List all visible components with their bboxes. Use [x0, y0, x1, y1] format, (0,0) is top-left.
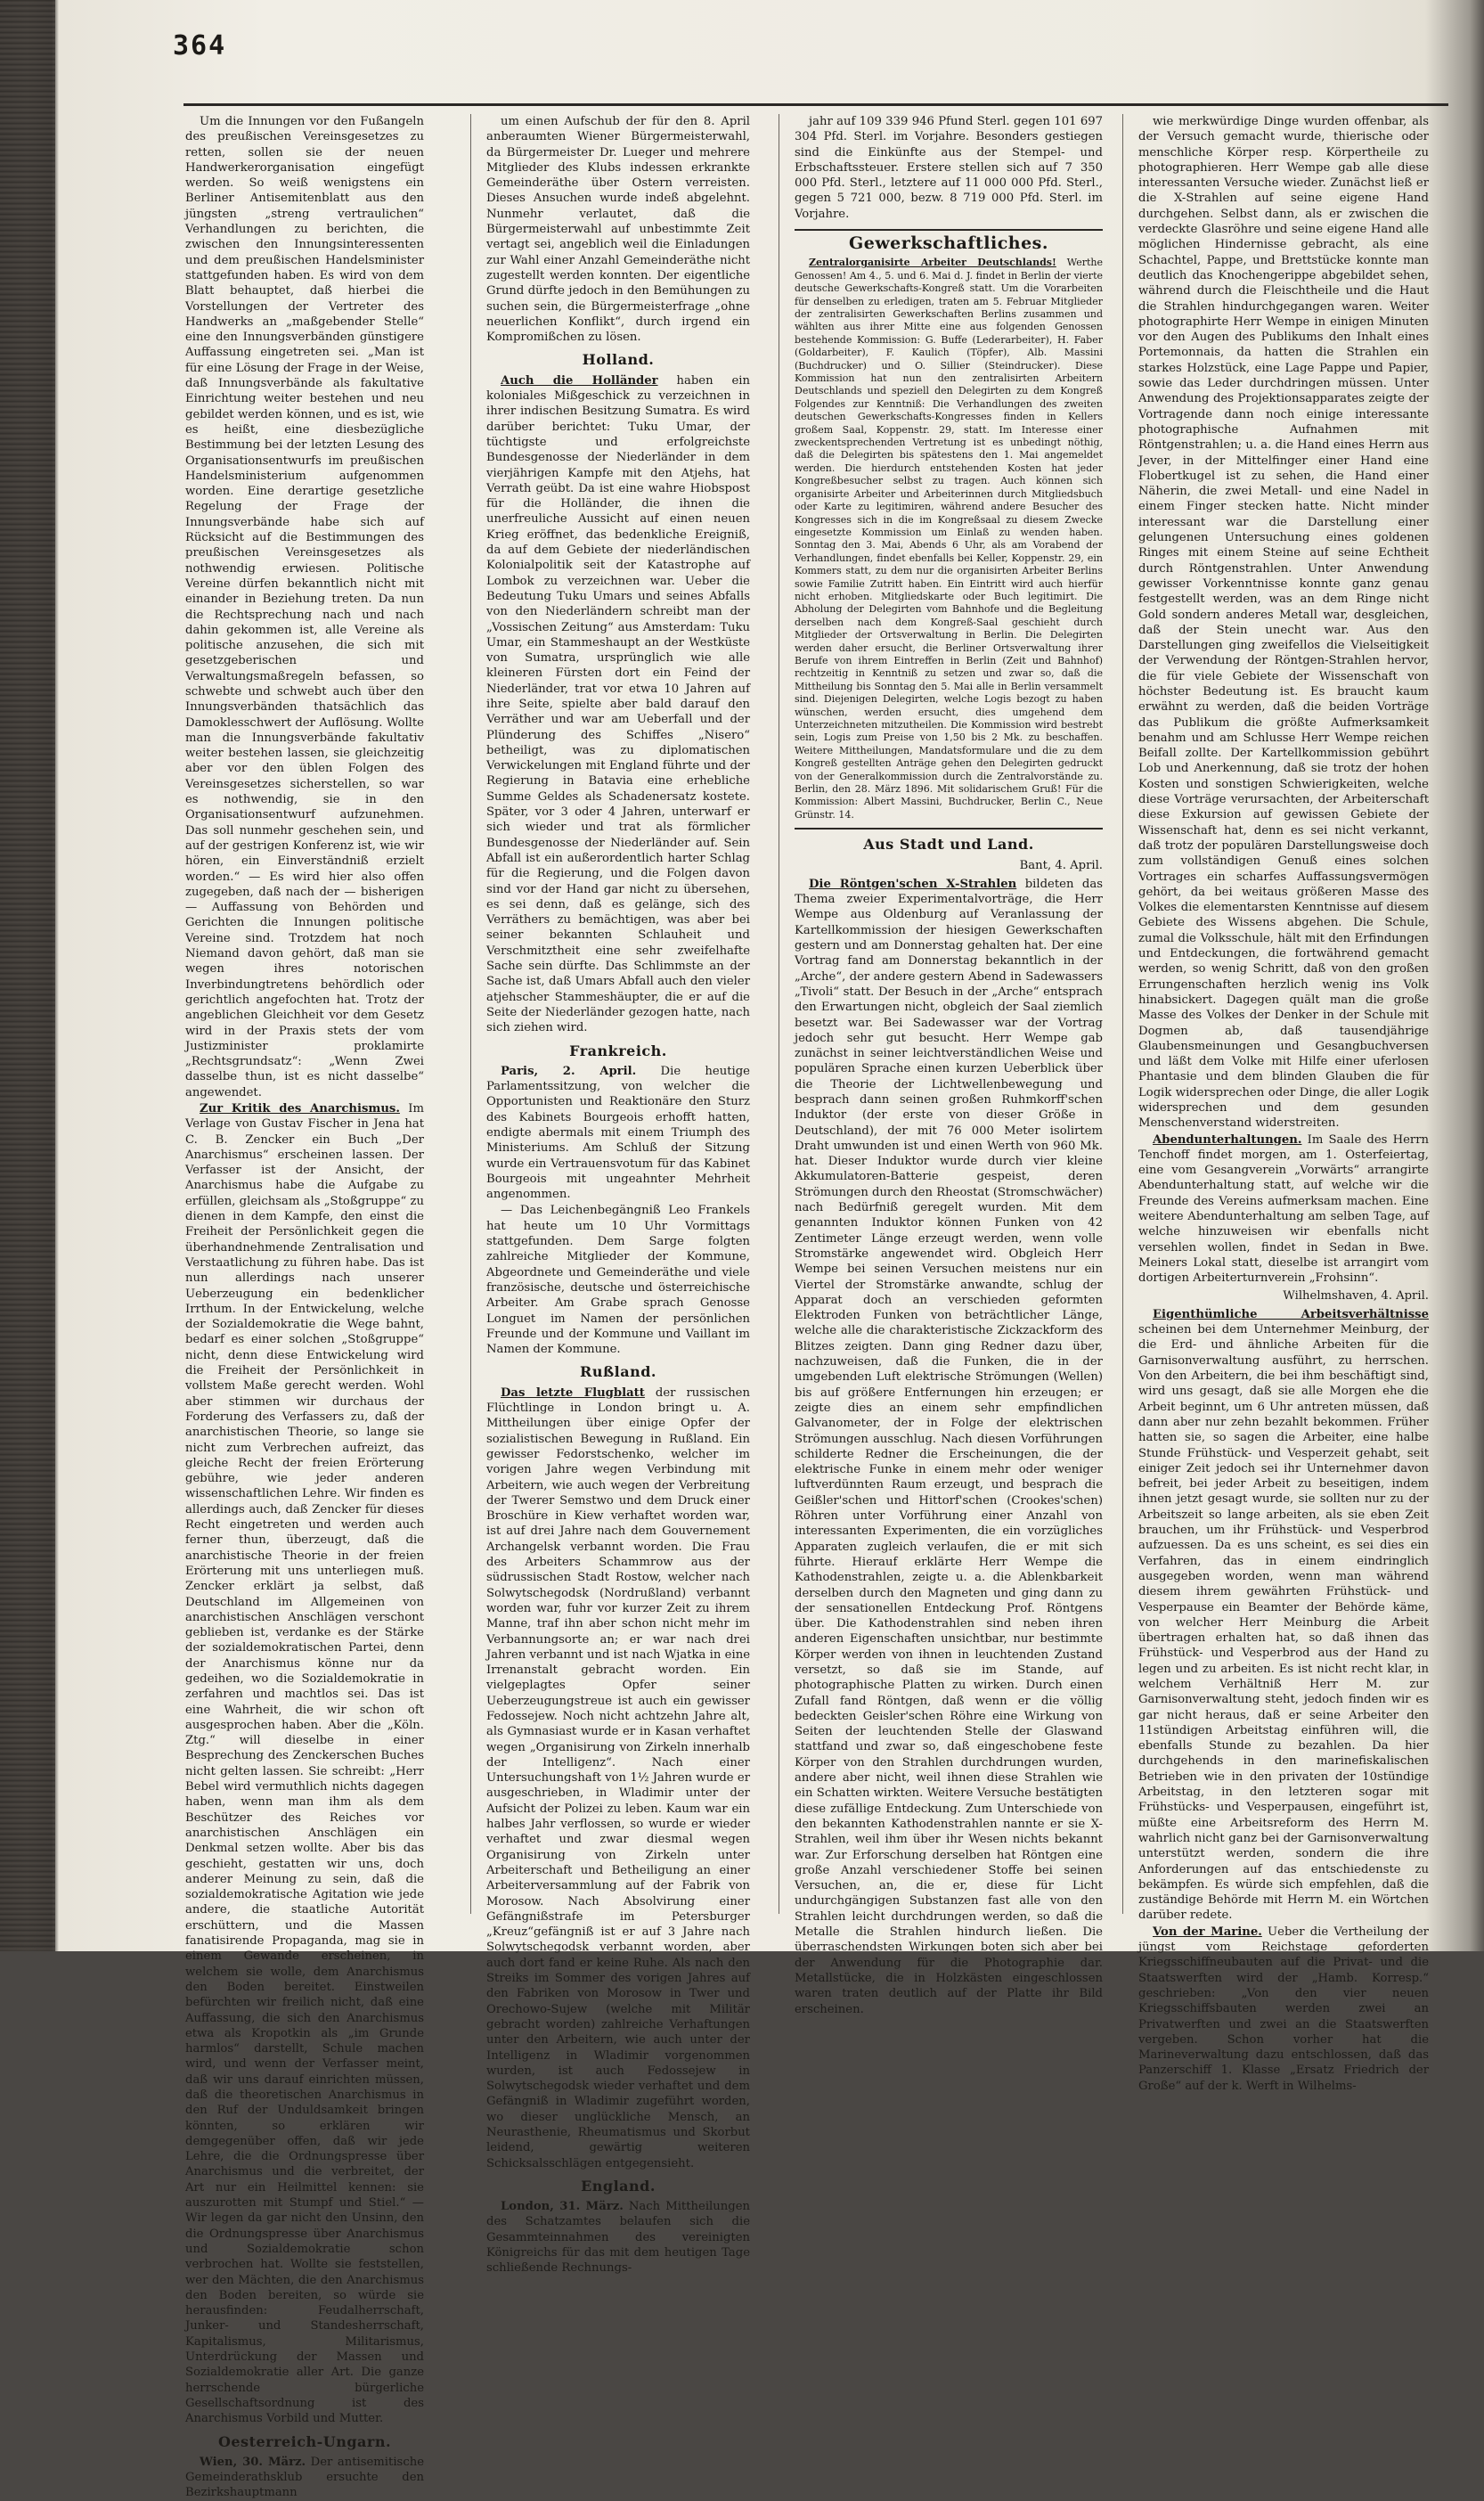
article-lead: Auch die Holländer — [501, 373, 658, 388]
article-arbeitsverhaeltnisse — [1138, 1307, 1429, 1924]
newspaper-page — [59, 18, 1448, 2500]
column-1 — [185, 114, 424, 2500]
page-number: 364 — [173, 30, 227, 61]
dateline: Bant, 4. April. — [1019, 858, 1103, 872]
article-anarchismus — [185, 1101, 424, 2427]
article-abendunterhaltungen — [1138, 1132, 1429, 1287]
column-rule — [470, 114, 471, 1914]
article-body: Nach Mittheilungen des Schatzamtes belaufen sich die Gesammteinnahmen des vereinigten Königreichs für das mit dem heutigen Tage schließende Rechnungs- — [486, 2200, 750, 2276]
header-rule — [183, 103, 1448, 106]
article-innungen: Um die Innungen vor den Fußangeln des preußischen Vereinsgesetzes zu retten, sollen sie der neuen Handwerkerorganisation eingefügt werden. So weiß wenigstens ein Berliner Antisemitenblatt aus den jüngsten „streng vertraulichen“ Verhandlungen zu berichten, die zwischen den Innungsinteressenten und dem preußischen Handelsminister stattgefunden haben. Es wird von dem Blatt behauptet, daß hierbei die Vorstellungen der Vertreter des Handwerks an „maßgebender Stelle“ eine den Innungsverbänden günstigere Auffassung eingetreten sei. „Man ist für eine Lösung der Frage in der Weise, daß Innungsverbände als fakultative Einrichtung weiter bestehen und neu gebildet werden können, und es ist, wie es heißt, eine diesbezügliche Bestimmung bei der letzten Lesung des Organisationsentwurfs im preußischen Handelsministerium aufgenommen worden. Eine derartige gesetzliche Regelung der Frage der Innungsverbände habe sich auf Rücksicht auf die Bestimmungen des preußischen Vereinsgesetzes als nothwendig erwiesen. Politische Vereine dürfen bekanntlich nicht mit einander in Beziehung treten. Da nun die Rechtsprechung nach und nach dahin gekommen ist, alle Vereine als politische anzusehen, die sich mit gesetzgeberischen und Verwaltungsmaßregeln befassen, so schwebte und schwebt auch über den Innungsverbänden thatsächlich das Damoklesschwert der Auflösung. Wollte man die Innungsverbände fakultativ weiter bestehen lassen, sie gleichzeitig aber vor den üblen Folgen des Vereinsgesetzes sicherstellen, so war es nothwendig, sie in den Organisationsentwurf aufzunehmen. Das soll nunmehr geschehen sein, und auf der gestrigen Konferenz ist, wie wir hören, ein Einverständniß erzielt worden.“ — Es wird hier also offen zugegeben, daß nach der — bisherigen — Auffassung von Behörden und Gerichten die Innungen politische Vereine sind. Trotzdem hat noch Niemand davon gehört, daß man sie wegen ihres notorischen Inverbindungtretens behördlich oder gerichtlich angefochten hat. Trotz der angeblichen Gleichheit vor dem Gesetz wird in der Praxis stets der vom Justizminister proklamirte „Rechtsgrundsatz“: „Wenn Zwei dasselbe thun, ist es nicht dasselbe“ angewendet. — [185, 115, 424, 1099]
section-heading-local: Aus Stadt und Land. — [863, 836, 1034, 854]
trade-union-box — [795, 229, 1103, 830]
article-body: Im Saale des Herrn Tenchoff findet morgen, am 1. Osterfeiertag, eine vom Gesangverein „Vorwärts“ arrangirte Abendunterhaltung statt, auf welche wir die Freunde des Vereins aufmerksam machen. Eine weitere Abendunterhaltung am selben Tage, auf welche hinzuweisen wir ebenfalls nicht versehlen wollen, findet in Sedan in Bwe. Meiners Lokal statt, dieselbe ist arrangirt vom dortigen Arbeiterturnverein „Frohsinn“. — [1138, 1132, 1429, 1286]
article-lead: Wien, 30. März. — [200, 2455, 306, 2469]
article-lead: Von der Marine. — [1153, 1925, 1262, 1939]
section-heading-austria: Oesterreich-Ungarn. — [217, 2432, 392, 2450]
article-body: der russischen Flüchtlinge in London bringt u. A. Mittheilungen über einige Opfer der sozialistischen Bewegung in Rußland. Ein gewisser Fedorstschenko, welcher im vorigen Jahre wegen Verbindung mit Arbeitern, wie auch wegen der Verbreitung der Twerer Semstwo und dem Druck einer Broschüre in Kiew verhaftet worden war, ist auf drei Jahre nach dem Gouvernement Archangelsk verbannt worden. Die Frau des Arbeiters Schammrow aus der südrussischen Stadt Rostow, welcher nach Solwytschegodsk (Nordrußland) verbannt worden war, fuhr vor kurzer Zeit zu ihrem Manne, traf ihn aber schon nicht mehr im Verbannungsorte an; er war nach drei Jahren verbannt und ist nach Wjatka in eine Irrenanstalt gebracht worden. Ein vielgeplagtes Opfer seiner Ueberzeugungstreue ist auch ein gewisser Fedossejew. Noch nicht achtzehn Jahre alt, als Gymnasiast wurde er in Kasan verhaftet wegen „Organisirung von Zirkeln innerhalb der Intelligenz“. Nach einer Untersuchungshaft von 1½ Jahren wurde er ausgeschrieben, in Wladimir unter der Aufsicht der Polizei zu leben. Kaum war ein halbes Jahr verflossen, so wurde er wieder verhaftet und zwar diesmal wegen Organisirung von Zirkeln unter Arbeiterschaft und Betheiligung an einer Arbeiterversammlung auf der Fabrik von Morosow. Nach Absolvirung einer Gefängnißstrafe im Petersburger „Kreuz“gefängniß ist er auf 3 Jahre nach Solwytschegodsk verbannt worden, aber auch dort fand er keine Ruhe. Als nach den Streiks im Sommer des vorigen Jahres auf den Fabriken von Morosow in Twer und Orechowo-Sujew (welche mit Militär gebracht worden) zahlreiche Verhaftungen unter den Arbeitern, wie auch unter der Intelligenz in Wladimir vorgenommen wurden, ist auch Fedossejew in Solwytschegodsk wieder verhaftet und dem Gefängniß in Wladimir zugeführt worden, wo dieser unglückliche Mensch, an Neurasthenie, Rheumatismus und Skorbut leidend, gewärtig weiteren Schicksalsschlägen entgegensieht. — [486, 1385, 750, 2170]
article-wien — [185, 2455, 424, 2501]
column-3 — [795, 114, 1103, 2016]
article-roentgen-cont: wie merkwürdige Dinge wurden offenbar, als der Versuch gemacht wurde, thierische oder menschliche Körper resp. Körpertheile zu photographieren. Herr Wempe gab alle diese interessanten Versuche wieder. Zunächst ließ er die X-Strahlen auf seine eigene Hand durchgehen. Selbst dann, als er zwischen die verdeckte Glasröhre und seine eigene Hand alle möglichen Hindernisse gebracht, als eine Schachtel, Pappe, und Brettstücke konnte man deutlich das Knochengerippe abgebildet sehen, während durch die Fleischtheile und die Haut die Strahlen hindurchgegangen waren. Weiter photographirte Herr Wempe in einigen Minuten vor den Augen des Publikums den Inhalt eines Portemonnais, da hatten die Strahlen ein starkes Holzstück, eine Lage Pappe und Papier, sowie das Leder durchdringen müssen. Unter Anwendung des Projektionsapparates zeigte der Vortragende dann noch einige interessante photographische Aufnahmen mit Röntgenstrahlen; u. a. die Hand eines Herrn aus Jever, in der Mittelfinger einer Hand eine Flobertkugel ist zu sehen, die Hand einer Näherin, die zwei Metall- und eine Nadel in einem Finger stecken hatte. Nicht minder interessant war die Darstellung einer gelungenen Untersuchung eines goldenen Ringes mit einem Steine auf seine Echtheit durch Röntgenstrahlen. Unter Anwendung gewisser Vorkenntnisse konnte ganz genau festgestellt werden, was an dem Ringe nicht Gold sondern anderes Metall war, desgleichen, daß der Stein unecht war. Aus den Darstellungen ging zweifellos die Vielseitigkeit der Verwendung der Röntgen-Strahlen hervor, die für viele Gebiete der Wissenschaft von höchster Bedeutung ist. Es braucht kaum erwähnt zu werden, daß die beiden Vorträge das Publikum die größte Aufmerksamkeit benahm und am Schlusse Herr Wempe reichen Beifall zollte. Der Kartellkommission gebührt Lob und Anerkennung, daß sie trotz der hohen Kosten und sonstigen Schwierigkeiten, welche diese Vorträge verursachten, der Arbeiterschaft diese Exkursion auf gewissen Gebiete der Wissenschaft hat, denn es sei nicht verkannt, daß trotz der populären Darstellungsweise doch zum vollständigen Genuß eines solchen Vortrages ein scharfes Auffassungsvermögen gehört, da bei weitaus größeren Masse des Volkes die elementarsten Kenntnisse auf diesem Gebiete des Wissens abgehen. Die Schule, zumal die Volksschule, hält mit den Erfindungen und Entdeckungen, die fortwährend gemacht werden, so wenig Schritt, daß von den großen Errungenschaften herzlich wenig ins Volk hinabsickert. Dagegen quält man die große Masse des Volkes der Denker in der Schule mit Dogmen ab, daß tausendjährige Glaubensmeinungen und Gesangbuchversen und läßt dem Volke mit Hilfe einer uferlosen Phantasie und dem blinden Glauben die für Logik widersprechen oder Dinge, die aller Logik widersprechen und dem gesunden Menschenverstand widerstreiten. — [1138, 115, 1429, 1131]
article-holland — [486, 373, 750, 1036]
notice-lead: Zentralorganisirte Arbeiter Deutschlands! — [809, 257, 1056, 269]
article-wien-cont: um einen Aufschub der für den 8. April anberaumten Wiener Bürgermeisterwahl, da Bürgermeister Dr. Lueger und mehrere Mitglieder des Klubs indessen erkrankte Gemeinderäthe über Ostern verreisten. Dieses Ansuchen wurde indeß abgelehnt. Nunmehr verlautet, daß die Bürgermeisterwahl auf unbestimmte Zeit vertagt sei, angeblich weil die Einladungen zur Wahl einer Anzahl Gemeinderäthe nicht zugestellt werden konnten. Der eigentliche Grund dürfte jedoch in den Bemühungen zu suchen sein, die Bürgermeisterfrage „ohne neuerlichen Konflikt“, durch irgend ein Kompromißchen zu lösen. — [486, 115, 750, 345]
article-london — [486, 2199, 750, 2276]
notice-body: Werthe Genossen! Am 4., 5. und 6. Mai d. J. findet in Berlin der vierte deutsche Gewerkschafts-Kongreß statt. Um die Vorarbeiten für denselben zu erledigen, traten am 5. Februar Mitglieder der zentralisirten Gewerkschaften Berlins zusammen und wählten aus ihrer Mitte eine aus folgenden Genossen bestehende Kommission: G. Buffe (Lederarbeiter), H. Faber (Goldarbeiter), F. Kaulich (Töpfer), Alb. Massini (Buchdrucker) und O. Sillier (Steindrucker). Diese Kommission hat nun den zentralisirten Arbeitern Deutschlands und speziell den Delegirten zu dem Kongreß Folgendes zur Kenntniß: Die Verhandlungen des zweiten deutschen Gewerkschafts-Kongresses finden in Kellers großem Saal, Koppenstr. 29, statt. Im Interesse einer zweckentsprechenden Vertretung ist es unbedingt nöthig, daß die Delegirten bis spätestens den 1. Mai angemeldet werden. Die hierdurch entstehenden Kosten hat jeder Kongreßbesucher selbst zu tragen. Auch können sich organisirte Arbeiter und Arbeiterinnen durch Mitgliedsbuch oder Karte zu legitimiren, während andere Besucher des Kongresses sich in die im Kongreßsaal zu diesem Zwecke eingesetzte Kommission um Einlaß zu wenden haben. Sonntag den 3. Mai, Abends 6 Uhr, als am Vorabend der Verhandlungen, findet ebenfalls bei Keller, Koppenstr. 29, ein Kommers statt, zu dem nur die organisirten Arbeiter Berlins sowie Familie Zutritt haben. Ein Eintritt wird auch hierfür nicht erhoben. Mitgliedskarte oder Buch legitimirt. Die Abholung der Delegirten vom Bahnhofe und die Begleitung derselben nach dem Kongreß-Saal geschieht durch Mitglieder der Ortsverwaltung in Berlin. Die Delegirten werden daher ersucht, die Berliner Ortsverwaltung ihrer Berufe von ihrem Eintreffen in Berlin (Zeit und Bahnhof) rechtzeitig in Kenntniß zu setzen und zwar so, daß die Mittheilung bis Sonntag den 5. Mai alle in Berlin versammelt sind. Diejenigen Delegirten, welche Logis bezogt zu haben wünschen, werden ersucht, dies umgehend dem Unterzeichneten mitzutheilen. Die Kommission wird bestrebt sein, Logis zum Preise von 1,50 bis 2 Mk. zu beschaffen. Weitere Mittheilungen, Mandatsformulare und die zu dem Kongreß gestellten Anträge gehen den Delegirten gedruckt von der Generalkommission durch die Zentralvorstände zu. Berlin, den 28. März 1896. Mit solidarischem Gruß! Für die Kommission: Albert Massini, Buchdrucker, Berlin C., Neue Grünstr. 14. — [795, 257, 1103, 821]
section-heading-russia: Rußland. — [580, 1363, 656, 1381]
article-frankel: — Das Leichenbegängniß Leo Frankels hat heute um 10 Uhr Vormittags stattgefunden. Dem Sarge folgten zahlreiche Mitglieder der Kommune, Abgeordnete und Gemeinderäthe und viele französische, deutsche und österreichische Arbeiter. Am Grabe sprach Genosse Longuet im Namen der persönlichen Freunde und der Kommune und Vaillant im Namen der Kommune. — [486, 1204, 750, 1357]
section-heading-france: Frankreich. — [569, 1042, 667, 1059]
article-russia — [486, 1385, 750, 2171]
article-body: haben ein koloniales Mißgeschick zu verzeichnen in ihrer indischen Besitzung Sumatra. Es wird darüber berichtet: Tuku Umar, der tüchtigste und erfolgreichste Bundesgenosse der Niederländer in dem vierjährigen Kampfe mit den Atjehs, hat Verrath geübt. Da ist eine wahre Hiobspost für die Holländer, die ihnen die unerfreuliche Aussicht auf einen neuen Krieg eröffnet, das bedenkliche Ereigniß, da auf dem Gebiete der niederländischen Kolonialpolitik seit der Katastrophe auf Lombok zu verzeichnen war. Ueber die Bedeutung Tuku Umars und seines Abfalls von den Niederländern schreibt man der „Vossischen Zeitung“ aus Amsterdam: Tuku Umar, ein Stammeshaupt an der Westküste von Sumatra, ursprünglich wie alle kleineren Fürsten dort ein Feind der Niederländer, trat vor etwa 10 Jahren auf ihre Seite, spielte aber bald darauf den Verräther und war am Ueberfall und der Plünderung des Schiffes „Nisero“ betheiligt, was zu diplomatischen Verwickelungen mit England führte und der Regierung in Batavia eine erhebliche Summe Geldes als Schadenersatz kostete. Später, vor 3 oder 4 Jahren, unterwarf er sich wieder und trat als förmlicher Bundesgenosse der Niederländer auf. Sein Abfall ist ein außerordentlich harter Schlag für die Regierung, und die Folgen davon sind vor der Hand gar nicht zu übersehen, es sei denn, daß es gelänge, sich des Verräthers zu bemächtigen, was aber bei seiner bekannten Schlauheit und Verschmitztheit eine sehr zweifelhafte Sache sein dürfte. Das Schlimmste an der Sache ist, daß Umars Abfall auch den vieler atjehscher Stammeshäupter, die er auf die Seite der Niederländer gezogen hatte, nach sich ziehen wird. — [486, 373, 750, 1035]
column-2 — [486, 114, 750, 2276]
article-lead: Zur Kritik des Anarchismus. — [200, 1102, 400, 1116]
article-roentgen — [795, 877, 1103, 2017]
article-marine — [1138, 1925, 1429, 2094]
section-heading-holland: Holland. — [582, 351, 655, 369]
article-body: scheinen bei dem Unternehmer Meinburg, der die Erd- und ähnliche Arbeiten für die Garnisonverwaltung ausführt, zu herrschen. Von den Arbeitern, die bei ihm beschäftigt sind, wird uns gesagt, daß sie alle Morgen ehe die Arbeit beginnt, um 6 Uhr antreten müssen, daß dann aber nur zehn bezahlt bekommen. Früher hatten sie, so sagen die Arbeiter, eine halbe Stunde Frühstück- und Vesperzeit gehabt, seit einiger Zeit jedoch sei ihr Unternehmer davon befreit, bei jeder Arbeit zu beseitigen, indem ihnen jetzt gesagt wurde, sie sollten nur zu der Arbeitszeit so lange arbeiten, als sie eben Zeit brauchen, um ihr Frühstück- und Vesperbrod aufzuessen. Da es uns scheint, es sei dies ein Verfahren, das in einem eindringlich ausgegeben worden, wenn man während diesem ihrem gewährten Frühstück- und Vesperpause ein Beamter der Behörde käme, von welcher Herr Meinburg die Arbeit übertragen erhalten hat, so daß ihnen das Frühstück- und Vesperbrod aus der Hand zu legen und zu arbeiten. Es ist nicht recht klar, in welchem Verhältniß Herr M. zur Garnisonverwaltung steht, jedoch finden wir es gar nicht heraus, daß er seine Arbeiter den 11stündigen Arbeitstag einführen will, die ebenfalls Stunde zu bezahlen. Da hier durchgehends in den marinefiskalischen Betrieben wie in den privaten der 10stündige Arbeitstag, in den letzteren sogar mit Frühstücks- und Vesperpausen, eingeführt ist, müßte eine Arbeitsreform des Herrn M. wahrlich nicht ganz bei der Garnisonverwaltung unterstützt werden, sondern die ihre Anforderungen auf das entschiedenste zu bekämpfen. Es würde sich empfehlen, daß die zuständige Behörde mit Herrn M. ein Wörtchen darüber redete. — [1138, 1323, 1429, 1923]
article-body: Im Verlage von Gustav Fischer in Jena hat C. B. Zencker ein Buch „Der Anarchismus“ erscheinen lassen. Der Verfasser ist der Ansicht, der Anarchismus habe die Aufgabe zu erfüllen, gleichsam als „Stoßgruppe“ zu dienen in dem Kampfe, den einst die Freiheit der Persönlichkeit gegen die überhandnehmende Zentralisation und Verstaatlichung zu führen habe. Das ist nun allerdings nach unserer Ueberzeugung ein bedenklicher Irrthum. In der Entwickelung, welche der Sozialdemokratie die Wege bahnt, bedarf es einer solchen „Stoßgruppe“ nicht, denn diese Entwickelung wird die Freiheit der Persönlichkeit in vollstem Maße gerecht werden. Wohl aber stimmen wir durchaus der Forderung des Verfassers zu, daß der anarchistischen Theorie, so lange sie nicht zum Verbrechen aufreizt, das gleiche Recht der freien Erörterung gebühre, wie jeder anderen wissenschaftlichen Lehre. Wir finden es allerdings auch, daß Zencker für dieses Recht eingetreten und werden auch ferner thun, überzeugt, daß die anarchistische Theorie in der freien Erörterung mit uns unterliegen muß. Zencker erklärt ja selbst, daß Deutschland im Allgemeinen von anarchistischen Anschlägen verschont geblieben ist, verdanke es der Stärke der sozialdemokratischen Partei, denn der Anarchismus könne nur da gedeihen, wo die Sozialdemokratie in zerfahren und machtlos sei. Das ist eine Wahrheit, die wir schon oft ausgesprochen haben. Aber die „Köln. Ztg.“ will dieselbe in einer Besprechung des Zenckerschen Buches nicht gelten lassen. Sie schreibt: „Herr Bebel wird vermuthlich nichts dagegen haben, wenn man ihm als dem Beschützer des Reiches vor anarchistischen Anschlägen ein Denkmal setzen wollte. Aber bis das geschieht, gestatten wir uns, doch anderer Meinung zu sein, daß die sozialdemokratische Agitation wie jede andere, die staatliche Autorität erschüttern, und die Massen fanatisirende Propaganda, mag sie in einem Gewande erscheinen, in welchem sie wolle, dem Anarchismus den Boden bereitet. Einstweilen befürchten wir freilich nicht, daß eine Auffassung, die sich den Anarchismus etwa als Kropotkin als „im Grunde harmlos“ darstellt, Schule machen wird, und wenn der Verfasser meint, daß wir uns darauf einrichten müssen, daß die theoretischen Anarchismus in den Ruf der Unduldsamkeit bringen könnten, so erklären wir demgegenüber offen, daß wir jede Lehre, die die Ordnungspresse über Anarchismus und die verbreitet, der Art nur ein Heilmittel kennen: sie auszurotten mit Stumpf und Stiel.“ — Wir legen da gar nicht den Unsinn, den die Ordnungspresse über Anarchismus und Sozialdemokratie schon verbrochen hat. Wollte sie feststellen, wer den Mächten, die den Anarchismus den Boden bereiten, so würde sie herausfinden: Feudalherrschaft, Junker- und Standesherrschaft, Kapitalismus, Militarismus, Unterdrückung der Massen und Sozialdemokratie aller Art. Die ganze herrschende bürgerliche Gesellschaftsordnung ist des Anarchismus Vorbild und Mutter. — [185, 1102, 424, 2426]
article-london-cont: jahr auf 109 339 946 Pfund Sterl. gegen 101 697 304 Pfd. Sterl. im Vorjahre. Besonders gestiegen sind die Einkünfte aus der Stempel- und Erbschaftssteuer. Erstere stellen sich auf 7 350 000 Pfd. Sterl., letztere auf 11 000 000 Pfd. Sterl., gegen 5 721 000, bezw. 8 719 000 Pfd. Sterl. im Vorjahre. — [795, 115, 1103, 221]
section-heading-england: England. — [581, 2177, 656, 2195]
union-notice — [795, 257, 1103, 821]
article-paris — [486, 1064, 750, 1203]
article-lead: Das letzte Flugblatt — [501, 1385, 645, 1400]
dateline: Wilhelmshaven, 4. April. — [1283, 1288, 1429, 1303]
section-heading-unions: Gewerkschaftliches. — [849, 233, 1048, 254]
article-body: bildeten das Thema zweier Experimentalvorträge, die Herr Wempe aus Oldenburg auf Veranlassung der Kartellkommission der hiesigen Gewerkschaften gestern und am Donnerstag gehalten hat. Der eine Vortrag fand am Donnerstag bekanntlich in der „Arche“, der andere gestern Abend in Sadewassers „Tivoli“ statt. Der Besuch in der „Arche“ entsprach den Erwartungen nicht, obgleich der Saal ziemlich besetzt war. Bei Sadewasser war der Vortrag jedoch sehr gut besucht. Herr Wempe gab zunächst in seiner leichtverständlichen Weise und populären Sprache einen kurzen Ueberblick über die Theorie der Lichtwellenbewegung und besprach dann seinen großen Ruhmkorff'schen Induktor (der erste von dieser Größe in Deutschland), der mit 76 000 Meter isolirtem Draht umwunden ist und einen Werth von 960 Mk. hat. Dieser Induktor wurde durch vier kleine Akkumulatoren-Batterie gespeist, deren Strömungen durch den Rheostat (Stromschwächer) nach Bedürfniß geregelt wurden. Mit dem genannten Induktor können Funken von 42 Zentimeter Länge erzeugt werden, wenn volle Stromstärke angewendet wird. Obgleich Herr Wempe bei seinen Versuchen meistens nur ein Viertel der Stromstärke anwandte, schlug der Apparat doch an verschieden geformten Elektroden Funken von beträchtlicher Länge, welche alle die charakteristische Zickzackform des Blitzes zeigten. Dann ging Redner dazu über, nachzuweisen, daß die Funken, die in der umgebenden Luft elektrische Strömungen (Wellen) bis auf größere Entfernungen hin erzeugen; er zeigte dies an einem sehr empfindlichen Galvanometer, der in Folge der elektrischen Strömungen ausschlug. Nach diesen Vorführungen schilderte Redner die Erscheinungen, die der elektrische Funke in einem mehr oder weniger luftverdünnten Raum erzeugt, und besprach die Geißler'schen und Hittorf'schen (Crookes'schen) Röhren unter Vorführung einer Anzahl von interessanten Experimenten, die ein vorzügliches Apparaten zugleich verlaufen, die er mit sich führte. Hierauf erklärte Herr Wempe die Kathodenstrahlen, zeigte u. a. die Ablenkbarkeit derselben durch den Magneten und ging dann zu der sensationellen Entdeckung Prof. Röntgens über. Die Kathodenstrahlen sind neben ihren anderen Eigenschaften unsichtbar, nur bestimmte Körper werden von ihnen in leuchtenden Zustand versetzt, so daß sie im Stande, auf photographische Platten zu wirken. Durch einen Zufall fand Röntgen, daß wenn er die völlig bedeckten Geisler'schen Röhre eine Wirkung von Seiten der leuchtenden Stelle der Glaswand stattfand und zwar so, daß eingeschobene feste Körper von den Strahlen durchdrungen wurden, andere aber nicht, weil ihnen diese Strahlen wie ein Schatten wirkten. Weitere Versuche bestätigten diese zufällige Entdeckung. Zum Unterschiede von den bekannten Kathodenstrahlen nannte er sie X-Strahlen, weil ihm über ihr Wesen nichts bekannt war. Zur Erforschung derselben hat Röntgen eine große Anzahl verschiedener Stoffe bei seinen Versuchen, an, die er, diese für Licht undurchgängigen Substanzen fast alle von den Strahlen leicht durchdrungen werden, so daß die Metalle die Strahlen hindurch ließen. Die überraschendsten Wirkungen boten sich aber bei der Anwendung für die Photographie dar. Metallstücke, die in Holzkästen eingeschlossen waren traten deutlich auf der Platte ihr Bild erscheinen. — [795, 877, 1103, 2016]
column-rule — [1122, 114, 1123, 1914]
article-lead: Eigenthümliche Arbeitsverhältnisse — [1153, 1307, 1429, 1321]
article-body: Der antisemitische Gemeinderathsklub ersuchte den Bezirkshauptmann — [185, 2455, 424, 2500]
column-4 — [1138, 114, 1429, 2093]
article-lead: Abendunterhaltungen. — [1153, 1132, 1302, 1147]
article-lead: Paris, 2. April. — [501, 1064, 637, 1078]
article-body: Ueber die Vertheilung der jüngst vom Reichstage geforderten Kriegsschiffneubauten auf die Privat- und die Staatswerften wird der „Hamb. Korresp.“ geschrieben: „Von den vier neuen Kriegsschiffsbauten werden zwei an Privatwerften und zwei an die Staatswerften vergeben. Schon vorher hat die Marineverwaltung dazu entschlossen, daß das Panzerschiff 1. Klasse „Ersatz Friedrich der Große“ auf der k. Werft in Wilhelms- — [1138, 1925, 1429, 2093]
article-body: Die heutige Parlamentssitzung, von welcher die Opportunisten und Reaktionäre den Sturz des Kabinets Bourgeois erhofft hatten, endigte abermals mit einem Triumph des Ministeriums. Am Schluß der Sitzung wurde ein Vertrauensvotum für das Kabinet Bourgeois mit ungeahnter Mehrheit angenommen. — [486, 1064, 750, 1202]
book-binding-edge — [0, 0, 55, 1951]
article-lead: London, 31. März. — [501, 2200, 624, 2214]
article-lead: Die Röntgen'schen X-Strahlen — [809, 877, 1017, 891]
